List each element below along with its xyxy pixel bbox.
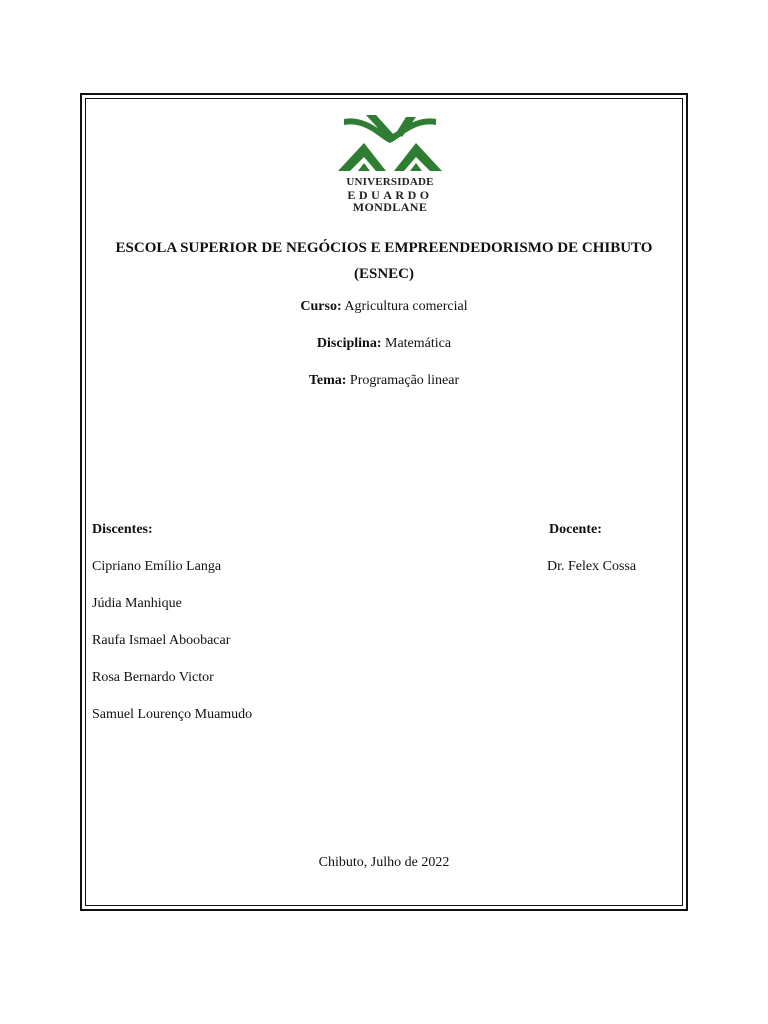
- uem-logo: [336, 113, 444, 213]
- disciplina-label: Disciplina:: [316, 336, 382, 351]
- page-inner-border: [85, 98, 683, 906]
- logo-text-line3: MONDLANE: [352, 200, 428, 214]
- student-name: Júdia Manhique: [92, 596, 182, 611]
- uem-logo-icon: [336, 113, 444, 177]
- tema-line: [86, 373, 682, 389]
- curso-label: Curso:: [300, 299, 342, 314]
- tema-value: Programação linear: [349, 373, 460, 388]
- docente-heading: Docente:: [549, 522, 602, 537]
- logo-text-line2: EDUARDO: [347, 188, 433, 202]
- discentes-heading: Discentes:: [92, 522, 153, 537]
- school-title: [86, 235, 682, 287]
- logo-text-line1: UNIVERSIDADE: [346, 176, 434, 188]
- place-date: Chibuto, Julho de 2022: [318, 855, 450, 870]
- docente-name: Dr. Felex Cossa: [547, 559, 637, 574]
- school-acronym: (ESNEC): [353, 266, 414, 282]
- school-name: ESCOLA SUPERIOR DE NEGÓCIOS E EMPREENDEDORISMO DE CHIBUTO: [115, 240, 653, 256]
- page-border: [80, 93, 688, 911]
- curso-line: [86, 299, 682, 315]
- disciplina-line: [86, 336, 682, 352]
- curso-value: Agricultura comercial: [344, 299, 468, 314]
- student-name: Samuel Lourenço Muamudo: [92, 707, 253, 722]
- disciplina-value: Matemática: [385, 336, 452, 351]
- student-name: Raufa Ismael Aboobacar: [92, 633, 231, 648]
- tema-label: Tema:: [308, 373, 347, 388]
- student-name: Cipriano Emílio Langa: [92, 559, 222, 574]
- student-name: Rosa Bernardo Victor: [92, 670, 214, 685]
